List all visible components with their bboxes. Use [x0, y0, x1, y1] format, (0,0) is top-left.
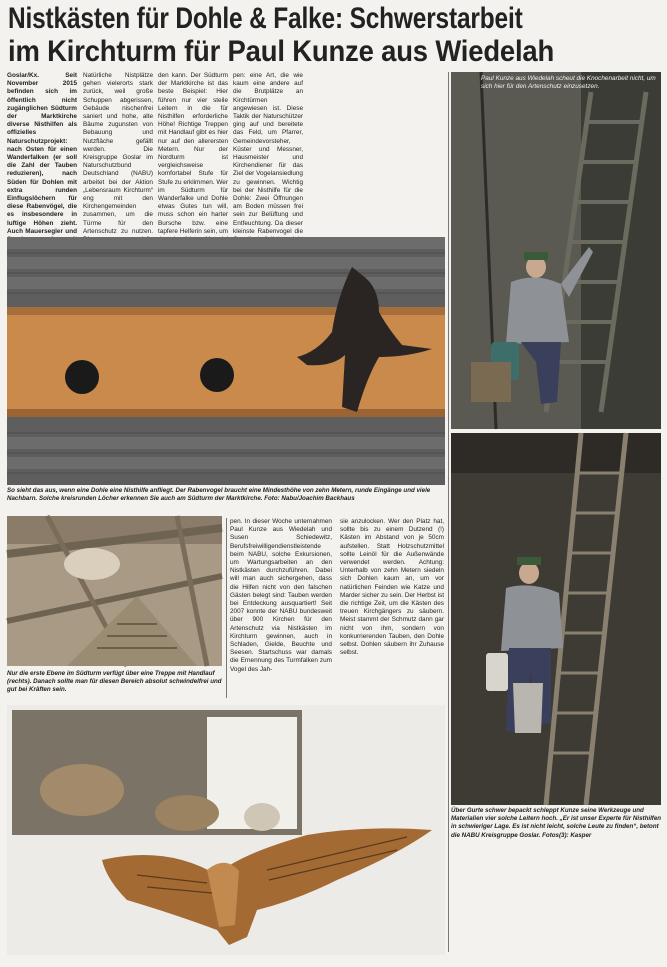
caption-top-right-photo: Paul Kunze aus Wiedelah scheut die Knochenarbeit nicht, um sich hier für den Artenschutz einzusetzen. — [481, 75, 656, 90]
article-column-3: den kann. Der Südturm der Marktkirche ist das beste Beispiel: Hier führen nur vier steile Leitern in die für Nisthilfen erforderliche Höhe! Richtige Treppen mit Handlauf gibt es hier nur auf den allerersten Metern. Nur der Nordturm ist vergleichsweise komfortabel Stufe für Stufe zu erklimmen. Wer im Südturm für Wanderfalke und Dohle etwas Gutes tun will, muss schon ein harter Bursche bzw. eine tapfere Helferin sein, um — [158, 72, 228, 235]
headline — [8, 2, 660, 68]
column-rule-middle — [226, 518, 227, 698]
photo-nestbox — [7, 237, 445, 485]
photo-ladder-bottom-image — [451, 433, 661, 805]
article-column-5: pen. In dieser Woche unternahmen Paul Kunze aus Wiedelah und Susen Schiedewitz, Berufsfreiwilligendienstleistende beim NABU, solche Exkursionen, um Wartungsarbeiten an den Nistkästen durchzuführen. Dabei will man auch sichergehen, dass die Hilfen nicht von den falschen Gästen belegt sind: Tauben werden bei Entdeckung ausquartiert! Seit 2007 konnte der NABU bundesweit über 900 Kirchen für den Artenschutz via Nistkästen im Kirchturm gewinnen, auch in Schladen, Gielde, Beuchte und Seesen. Startschuss war damals die Ernennung des Turmfalken zum Vogel des Jah- — [230, 518, 332, 673]
article-column-6: sie anzulocken. Wer den Platz hat, sollte bis zu einem Dutzend (!) Kästen im Abstand von je 50cm aufstellen. Statt Holzschutzmittel sollte Leinöl für die Außenwände verwendet werden. Achtung: Unterhalb von zehn Metern siedeln sich Dohlen kaum an, um vor natürlichen Feinden wie Katze und Marder sicher zu sein. Der Herbst ist die richtige Zeit, um die Kästen des treuen Kirchgängers zu säubern. Meist stammt der Schmutz dann gar nicht von ihm, sondern von konkurrierenden Tauben, den Dohle selbst. Dohlen säubern ihr Zuhause selbst. — [340, 518, 444, 657]
photo-ladder-top-image — [451, 72, 661, 429]
article-column-4: pen: eine Art, die wie kaum eine andere auf die Brutplätze an Kirchtürmen angewiesen ist. Diese Taktik der Naturschützer ging auf und bereitete das Feld, um Pfarrer, Gemeindevorsteher, Küster und Messner, Hausmeister und Kirchendiener für das Ziel der Vogelansiedlung zu gewinnen. Wichtig bei der Nisthilfe für die Dohle: Zwei Öffnungen am Boden müssen frei sein zur Belüftung und Entfeuchtung. Da dieser kleinste Rabenvogel die — [233, 72, 303, 235]
caption-wide-photo — [7, 487, 445, 513]
headline-line-1: Nistkästen für Dohle & Falke: Schwerstarbeit — [8, 2, 523, 35]
photo-kestrel — [7, 705, 445, 955]
column-rule-right — [448, 72, 449, 952]
photo-nestbox-image — [7, 237, 445, 485]
photo-kestrel-image — [7, 705, 445, 955]
caption-stairs-photo: Nur die erste Ebene im Südturm verfügt über eine Treppe mit Handlauf (rechts). Danach sollte man für diesen Bereich absolut schwindelfrei und gut bei Kräften sein. — [7, 670, 222, 694]
article-column-4c — [383, 72, 443, 242]
caption-wide-photo-credit: Foto: Nabu/Joachim Backhaus — [264, 495, 355, 503]
caption-wide-photo-text: So sieht das aus, wenn eine Dohle eine Nisthilfe anfliegt. Der Rabenvogel braucht eine Mindesthöhe von zehn Metern, runde Eingänge und viele Nachbarn. Solche kreisrunden Löcher erkennen Sie auch am Südturm der Marktkirche. — [7, 487, 431, 503]
caption-ladder-photo-text: Über Gurte schwer bepackt schleppt Kunze seine Werkzeuge und Materialien vier solche Leitern hoch. „Er ist unser Experte für Nisthilfen in schwieriger Lage. Es ist nicht leicht, solche Leute zu finden“, betont die NABU Kreisgruppe Goslar. — [451, 807, 662, 839]
article-column-1: Goslar/Kx. Seit November 2015 befinden sich im öffentlich nicht zugänglichen Südturm der Marktkirche diverse Nisthilfen als offizielles Naturschutzprojekt: nach Osten für einen Wanderfalken (er soll die Zahl der Tauben reduzieren), nach Süden für Dohlen mit extra runden Einflugslöchern für diese Rabenvögel, die es insbesondere in luftige Höhen zieht. Auch Mauersegler und — [7, 72, 77, 235]
photo-stairs — [7, 516, 222, 666]
caption-ladder-photo — [451, 807, 663, 849]
caption-ladder-photo-credit: Fotos(3): Kasper — [542, 831, 592, 839]
article-column-4b — [308, 72, 378, 242]
photo-stairs-image — [7, 516, 222, 666]
headline-line-2: im Kirchturm für Paul Kunze aus Wiedelah — [8, 35, 555, 68]
photo-ladder-top — [451, 72, 661, 429]
article-column-2: Natürliche Nistplätze gehen vielerorts stark zurück, weil große Schuppen abgerissen, Gebäude nischenfrei saniert und hohe, alte Bäume zugunsten von Bebauung und Nutzfläche gefällt werden. Die Kreisgruppe Goslar im Naturschutzbund Deutschland (NABU) arbeitet bei der Aktion „Lebensraum Kirchturm“ eng mit den Kirchengemeinden zusammen, um die Türme für den Artenschutz zu nutzen. — [83, 72, 153, 235]
photo-ladder-bottom — [451, 433, 661, 805]
